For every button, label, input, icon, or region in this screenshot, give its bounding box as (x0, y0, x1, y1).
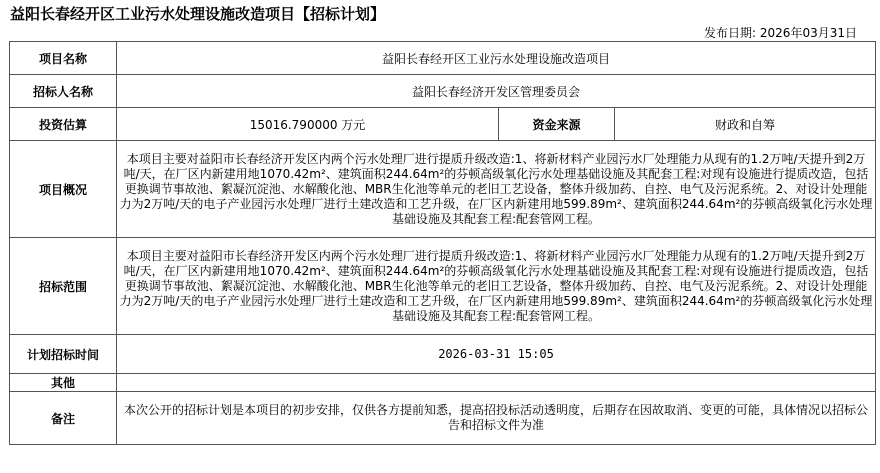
tenderer-label: 招标人名称 (10, 75, 117, 108)
publish-date-value: 2026年03月31日 (759, 26, 857, 40)
tenderer-value: 益阳长春经济开发区管理委员会 (117, 75, 876, 108)
other-value (117, 374, 876, 392)
row-tenderer (10, 75, 876, 108)
project-name-label: 项目名称 (10, 42, 117, 75)
other-label: 其他 (10, 374, 117, 392)
overview-label: 项目概况 (10, 141, 117, 238)
remark-value: 本次公开的招标计划是本项目的初步安排，仅供各方提前知悉，提高招投标活动透明度，后期存在因故取消、变更的可能，具体情况以招标公告和招标文件为准 (117, 392, 876, 445)
plan-time-value: 2026-03-31 15:05 (117, 335, 876, 374)
row-investment (10, 108, 876, 141)
tender-plan-table (9, 41, 876, 445)
row-other (10, 374, 876, 392)
investment-label: 投资估算 (10, 108, 117, 141)
investment-value: 15016.790000 万元 (117, 108, 499, 141)
remark-label: 备注 (10, 392, 117, 445)
row-project-name (10, 42, 876, 75)
row-plan-time (10, 335, 876, 374)
scope-value: 本项目主要对益阳市长春经济开发区内两个污水处理厂进行提质升级改造:1、将新材料产业园污水厂处理能力从现有的1.2万吨/天提升到2万吨/天，在厂区内新建用地1070.42m²、建筑面积244.64m²的芬顿高级氧化污水处理基础设施及其配套工程:对现有设施进行提质改造，包括更换调节事故池、絮凝沉淀池、水解酸化池、MBR生化池等单元的老旧工艺设备，整体升级加药、自控、电气及污泥系统。2、对设计处理能力为2万吨/天的电子产业园污水处理厂进行土建改造和工艺升级，在厂区内新建用地599.89m²、建筑面积244.64m²的芬顿高级氧化污水处理基础设施及其配套工程:配套管网工程。 (117, 238, 876, 335)
fund-source-label: 资金来源 (499, 108, 615, 141)
row-remark (10, 392, 876, 445)
publish-date (704, 24, 857, 41)
overview-value: 本项目主要对益阳市长春经济开发区内两个污水处理厂进行提质升级改造:1、将新材料产业园污水厂处理能力从现有的1.2万吨/天提升到2万吨/天，在厂区内新建用地1070.42m²、建筑面积244.64m²的芬顿高级氧化污水处理基础设施及其配套工程:对现有设施进行提质改造，包括更换调节事故池、絮凝沉淀池、水解酸化池、MBR生化池等单元的老旧工艺设备，整体升级加药、自控、电气及污泥系统。2、对设计处理能力为2万吨/天的电子产业园污水处理厂进行土建改造和工艺升级，在厂区内新建用地599.89m²、建筑面积244.64m²的芬顿高级氧化污水处理基础设施及其配套工程:配套管网工程。 (117, 141, 876, 238)
project-name-value: 益阳长春经开区工业污水处理设施改造项目 (117, 42, 876, 75)
scope-label: 招标范围 (10, 238, 117, 335)
publish-date-label: 发布日期: (704, 26, 757, 40)
row-scope (10, 238, 876, 335)
row-overview (10, 141, 876, 238)
page-title: 益阳长春经开区工业污水处理设施改造项目【招标计划】 (10, 5, 386, 23)
fund-source-value: 财政和自筹 (615, 108, 876, 141)
plan-time-label: 计划招标时间 (10, 335, 117, 374)
